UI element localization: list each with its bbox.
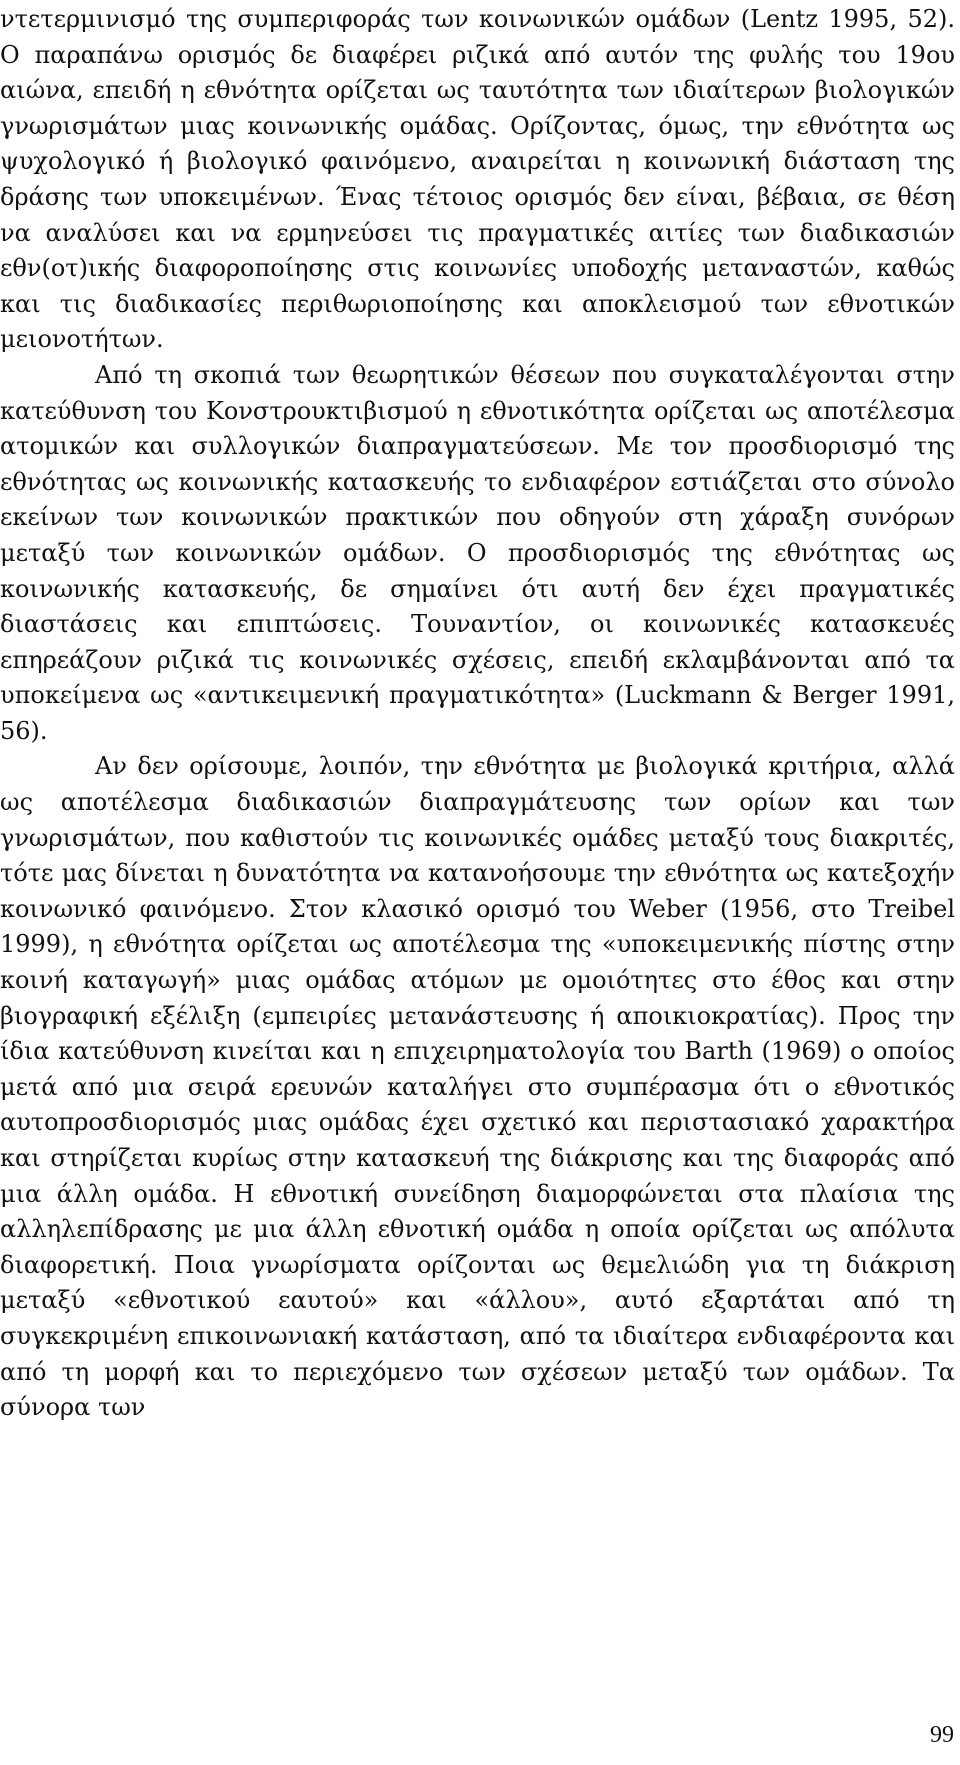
paragraph-3: Αν δεν ορίσουμε, λοιπόν, την εθνότητα με βιολογικά κριτήρια, αλλά ως αποτέλεσμα διαδικασιών διαπραγμάτευσης των ορίων και των γνωρισμάτων, που καθιστούν τις κοινωνικές ομάδες μεταξύ τους διακριτές, τότε μας δίνεται η δυνατότητα να κατανοήσουμε την εθνότητα ως κατεξοχήν κοινωνικό φαινόμενο. Στον κλασικό ορισμό του Weber (1956, στο Treibel 1999), η εθνότητα ορίζεται ως αποτέλεσμα της «υποκειμενικής πίστης στην κοινή καταγωγή» μιας ομάδας ατόμων με ομοιότητες στο έθος και στην βιογραφική εξέλιξη (εμπειρίες μετανάστευσης ή αποικιοκρατίας). Προς την ίδια κατεύθυνση κινείται και η επιχειρηματολογία του Barth (1969) ο οποίος μετά από μια σειρά ερευνών καταλήγει στο συμπέρασμα ότι ο εθνοτικός αυτοπροσδιορισμός μιας ομάδας έχει σχετικό και περιστασιακό χαρακτήρα και στηρίζεται κυρίως στην κατασκευή της διάκρισης και της διαφοράς από μια άλλη ομάδα. Η εθνοτική συνείδηση διαμορφώνεται στα πλαίσια της αλληλεπίδρασης με μια άλλη εθνοτική ομάδα η οποία ορίζεται ως απόλυτα διαφορετική. Ποια γνωρίσματα ορίζονται ως θεμελιώδη για τη διάκριση μεταξύ «εθνοτικού εαυτού» και «άλλου», αυτό εξαρτάται από τη συγκεκριμένη επικοινωνιακή κατάσταση, από τα ιδιαίτερα ενδιαφέροντα και από τη μορφή και το περιεχόμενο των σχέσεων μεταξύ των ομάδων. Τα σύνορα των <box>0 752 955 1422</box>
page-number: 99 <box>930 1722 954 1748</box>
paragraph-2: Από τη σκοπιά των θεωρητικών θέσεων που συγκαταλέγονται στην κατεύθυνση του Κονστρουκτιβισμού η εθνοτικότητα ορίζεται ως αποτέλεσμα ατομικών και συλλογικών διαπραγματεύσεων. Με τον προσδιορισμό της εθνότητας ως κοινωνικής κατασκευής το ενδιαφέρον εστιάζεται στο σύνολο εκείνων των κοινωνικών πρακτικών που οδηγούν στη χάραξη συνόρων μεταξύ των κοινωνικών ομάδων. Ο προσδιορισμός της εθνότητας ως κοινωνικής κατασκευής, δε σημαίνει ότι αυτή δεν έχει πραγματικές διαστάσεις και επιπτώσεις. Τουναντίον, οι κοινωνικές κατασκευές επηρεάζουν ριζικά τις κοινωνικές σχέσεις, επειδή εκλαμβάνονται από τα υποκείμενα ως «αντικειμενική πραγματικότητα» (Luckmann & Berger 1991, 56). <box>0 360 955 745</box>
body-text <box>0 2 955 1426</box>
paragraph-1: ντετερμινισμό της συμπεριφοράς των κοινωνικών ομάδων (Lentz 1995, 52). Ο παραπάνω ορισμός δε διαφέρει ριζικά από αυτόν της φυλής του 19ου αιώνα, επειδή η εθνότητα ορίζεται ως ταυτότητα των ιδιαίτερων βιολογικών γνωρισμάτων μιας κοινωνικής ομάδας. Ορίζοντας, όμως, την εθνότητα ως ψυχολογικό ή βιολογικό φαινόμενο, αναιρείται η κοινωνική διάσταση της δράσης των υποκειμένων. Ένας τέτοιος ορισμός δεν είναι, βέβαια, σε θέση να αναλύσει και να ερμηνεύσει τις πραγματικές αιτίες των διαδικασιών εθν(οτ)ικής διαφοροποίησης στις κοινωνίες υποδοχής μεταναστών, καθώς και τις διαδικασίες περιθωριοποίησης και αποκλεισμού των εθνοτικών μειονοτήτων. <box>0 5 955 354</box>
